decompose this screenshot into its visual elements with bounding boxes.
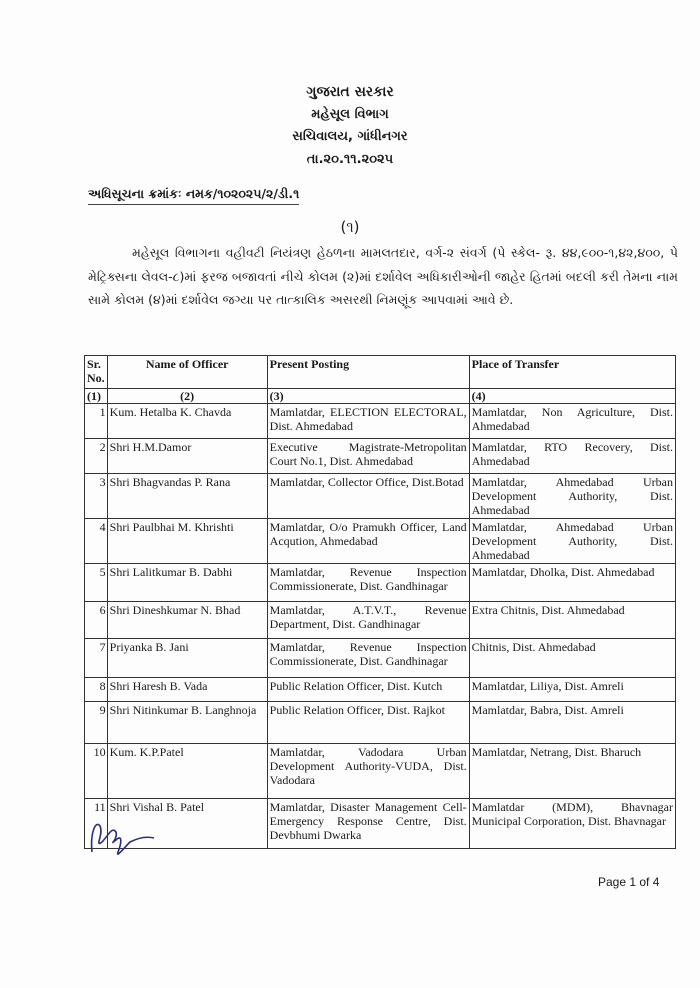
present-posting-cell: Mamlatdar, A.T.V.T., Revenue Department, Dist. Gandhinagar (267, 602, 469, 639)
table-row (85, 602, 676, 639)
place-of-transfer-cell: Mamlatdar, Ahmedabad Urban Development Authority, Dist. Ahmedabad (469, 474, 675, 519)
sr-no-cell: 11 (85, 799, 108, 849)
signature (82, 812, 162, 862)
officer-name-cell: Kum. Hetalba K. Chavda (107, 404, 267, 439)
sr-no-cell: 5 (85, 564, 108, 602)
table-row (85, 564, 676, 602)
present-posting-cell: Executive Magistrate-Metropolitan Court No.1, Dist. Ahmedabad (267, 439, 469, 474)
table-row (85, 474, 676, 519)
present-posting-cell: Mamlatdar, Vadodara Urban Development Authority-VUDA, Dist. Vadodara (267, 744, 469, 799)
present-posting-cell: Mamlatdar, Disaster Management Cell-Emergency Response Centre, Dist. Devbhumi Dwarka (267, 799, 469, 849)
officer-name-cell: Shri Dineshkumar N. Bhad (107, 602, 267, 639)
sr-no-cell: 6 (85, 602, 108, 639)
table-row (85, 799, 676, 849)
page-number: Page 1 of 4 (598, 875, 660, 889)
present-posting-cell: Public Relation Officer, Dist. Kutch (267, 678, 469, 702)
place-of-transfer-cell: Mamlatdar, Babra, Dist. Amreli (469, 702, 675, 744)
present-posting-cell: Mamlatdar, Revenue Inspection Commissionerate, Dist. Gandhinagar (267, 564, 469, 602)
section-number: (૧) (340, 218, 360, 236)
table-row (85, 744, 676, 799)
document-date: તા.૨૦.૧૧.૨૦૨૫ (306, 152, 394, 167)
col-num-2: (2) (107, 389, 267, 404)
place-of-transfer-cell: Chitnis, Dist. Ahmedabad (469, 639, 675, 678)
officer-name-cell: Shri H.M.Damor (107, 439, 267, 474)
officer-name-cell: Shri Lalitkumar B. Dabhi (107, 564, 267, 602)
present-posting-cell: Mamlatdar, Collector Office, Dist.Botad (267, 474, 469, 519)
transfer-table (84, 355, 676, 849)
place-of-transfer-cell: Mamlatdar (MDM), Bhavnagar Municipal Corporation, Dist. Bhavnagar (469, 799, 675, 849)
col-num-1: (1) (85, 389, 108, 404)
table-row (85, 404, 676, 439)
table-row (85, 702, 676, 744)
header-name: Name of Officer (107, 356, 267, 389)
officer-name-cell: Shri Nitinkumar B. Langhnoja (107, 702, 267, 744)
present-posting-cell: Mamlatdar, ELECTION ELECTORAL, Dist. Ahmedabad (267, 404, 469, 439)
officer-name-cell: Shri Haresh B. Vada (107, 678, 267, 702)
officer-name-cell: Priyanka B. Jani (107, 639, 267, 678)
place-of-transfer-cell: Mamlatdar, RTO Recovery, Dist. Ahmedabad (469, 439, 675, 474)
header-place-of-transfer: Place of Transfer (469, 356, 675, 389)
column-number-row (85, 389, 676, 404)
table-row (85, 519, 676, 564)
sr-no-cell: 3 (85, 474, 108, 519)
office-location: સચિવાલય, ગાંધીનગર (292, 129, 408, 144)
place-of-transfer-cell: Mamlatdar, Dholka, Dist. Ahmedabad (469, 564, 675, 602)
present-posting-cell: Public Relation Officer, Dist. Rajkot (267, 702, 469, 744)
place-of-transfer-cell: Extra Chitnis, Dist. Ahmedabad (469, 602, 675, 639)
header-present-posting: Present Posting (267, 356, 469, 389)
department-title: મહેસૂલ વિભાગ (311, 107, 389, 122)
present-posting-cell: Mamlatdar, Revenue Inspection Commissionerate, Dist. Gandhinagar (267, 639, 469, 678)
sr-no-cell: 4 (85, 519, 108, 564)
order-paragraph: મહેસૂલ વિભાગના વહીવટી નિયંત્રણ હેઠળના મામલતદાર, વર્ગ-૨ સંવર્ગ (પે સ્કેલ- રૂ. ૪૪,૯૦૦-૧,૪૨,૪૦૦, પે મેટ્રિક્સના લેવલ-૮)માં ફરજ બજાવતાં નીચે કોલમ (૨)માં દર્શાવેલ અધિકારીઓની જાહેર હિતમાં બદલી કરી તેમના નામ સામે કોલમ (૪)માં દર્શાવેલ જગ્યા પર તાત્કાલિક અસરથી નિમણૂંક આપવામાં આવે છે. (88, 245, 678, 307)
place-of-transfer-cell: Mamlatdar, Non Agriculture, Dist. Ahmedabad (469, 404, 675, 439)
table-row (85, 678, 676, 702)
table-header-row (85, 356, 676, 389)
sr-no-cell: 8 (85, 678, 108, 702)
header-sr-no: Sr. No. (85, 356, 108, 389)
officer-name-cell: Shri Bhagvandas P. Rana (107, 474, 267, 519)
place-of-transfer-cell: Mamlatdar, Liliya, Dist. Amreli (469, 678, 675, 702)
sr-no-cell: 1 (85, 404, 108, 439)
officer-name-cell: Kum. K.P.Patel (107, 744, 267, 799)
place-of-transfer-cell: Mamlatdar, Netrang, Dist. Bharuch (469, 744, 675, 799)
officer-name-cell: Shri Vishal B. Patel (107, 799, 267, 849)
present-posting-cell: Mamlatdar, O/o Pramukh Officer, Land Acqution, Ahmedabad (267, 519, 469, 564)
col-num-3: (3) (267, 389, 469, 404)
table-row (85, 639, 676, 678)
government-title: ગુજરાત સરકાર (306, 84, 394, 100)
sr-no-cell: 9 (85, 702, 108, 744)
officer-name-cell: Shri Paulbhai M. Khrishti (107, 519, 267, 564)
sr-no-cell: 7 (85, 639, 108, 678)
sr-no-cell: 10 (85, 744, 108, 799)
table-row (85, 439, 676, 474)
notification-number: અધિસૂચના ક્રમાંકઃ નમક/૧૦૨૦૨૫/૨/ડી.૧ (88, 186, 299, 205)
col-num-4: (4) (469, 389, 675, 404)
place-of-transfer-cell: Mamlatdar, Ahmedabad Urban Development Authority, Dist. Ahmedabad (469, 519, 675, 564)
sr-no-cell: 2 (85, 439, 108, 474)
